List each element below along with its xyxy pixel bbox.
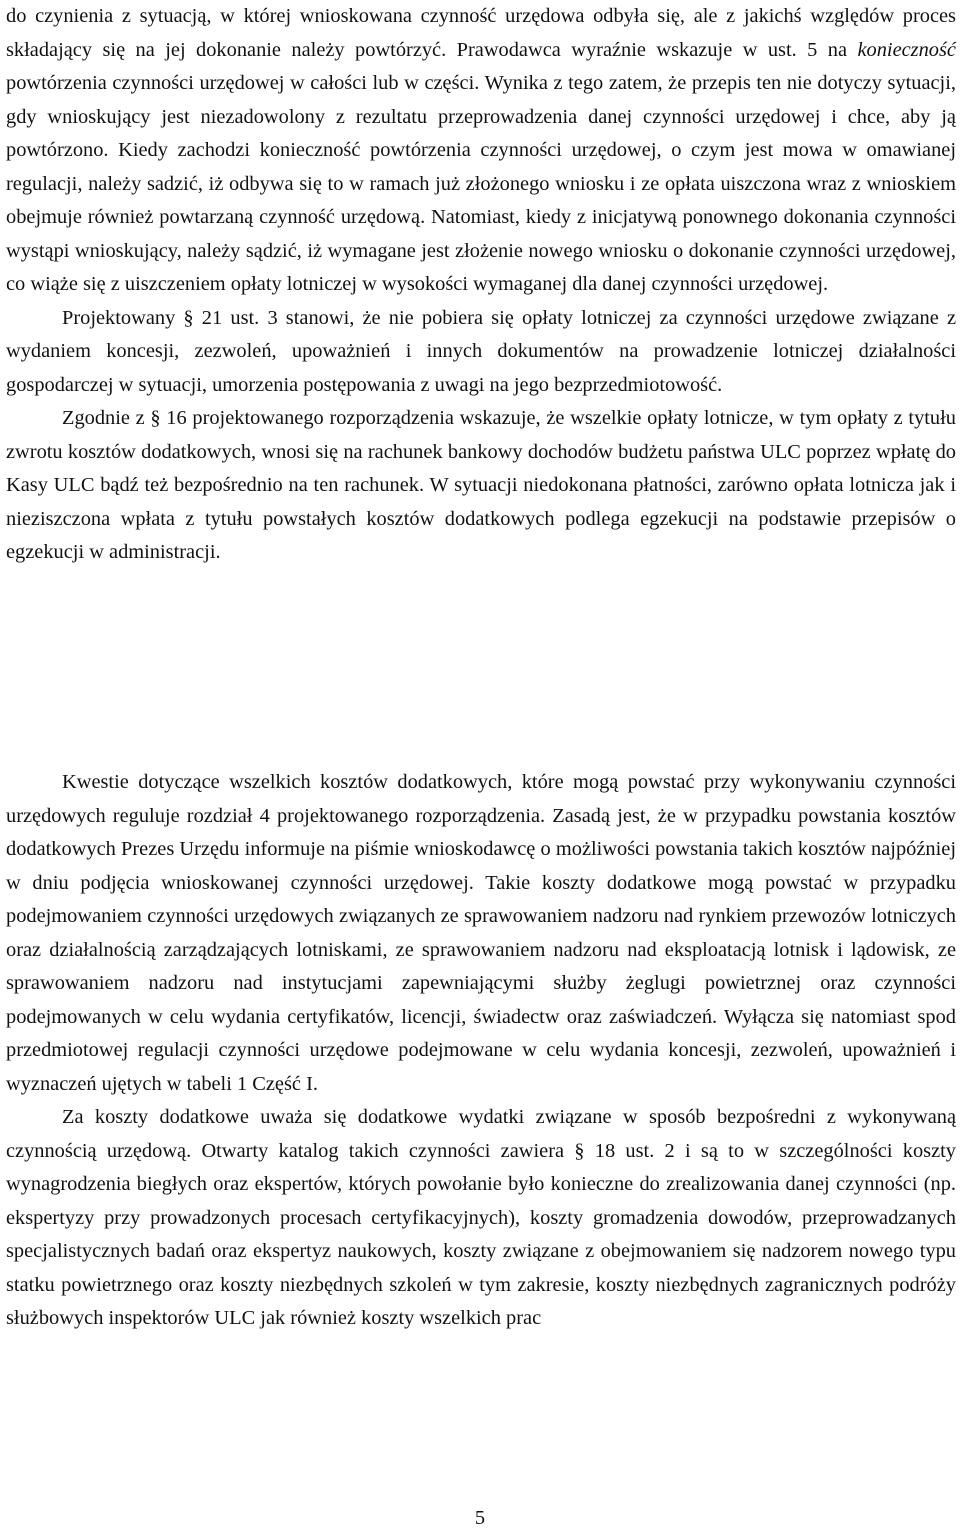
paragraph-text: powtórzenia czynności urzędowej w całości lub w części. Wynika z tego zatem, że przepis ten nie dotyczy sytuacji, gdy wnioskujący jest niezadowolony z rezultatu przeprowadzenia danej czynności urzędowej i chce, aby ją powtórzono. Kiedy zachodzi konieczność powtórzenia czynności urzędowej, o czym jest mowa w omawianej regulacji, należy sadzić, iż odbywa się to w ramach już złożonego wniosku i ze opłata uiszczona wraz z wnioskiem obejmuje również powtarzaną czynność urzędową. Natomiast, kiedy z inicjatywą ponownego dokonania czynności wystąpi wnioskujący, należy sądzić, iż wymagane jest złożenie nowego wniosku o dokonanie czynności urzędowej, co wiąże się z uiszczeniem opłaty lotniczej w wysokości wymaganej dla danej czynności urzędowej. [6,72,956,295]
text-section-bottom [6,766,956,1336]
paragraph-text: do czynienia z sytuacją, w której wnioskowana czynność urzędowa odbyła się, ale z jakichś względów proces składający się na jej dokonanie należy powtórzyć. Prawodawca wyraźnie wskazuje w ust. 5 na [6,5,956,61]
paragraph-cost-definition: Za koszty dodatkowe uważa się dodatkowe wydatki związane w sposób bezpośredni z wykonywaną czynnością urzędową. Otwarty katalog takich czynności zawiera § 18 ust. 2 i są to w szczególności koszty wynagrodzenia biegłych oraz ekspertów, których powołanie było konieczne do zrealizowania danej czynności (np. ekspertyzy przy prowadzonych procesach certyfikacyjnych), koszty gromadzenia dowodów, przeprowadzanych specjalistycznych badań oraz ekspertyz naukowych, koszty związane z obejmowaniem się nadzorem nowego typu statku powietrznego oraz koszty niezbędnych szkoleń w tym zakresie, koszty niezbędnych zagranicznych podróży służbowych inspektorów ULC jak również koszty wszelkich prac [6,1106,956,1329]
paragraph-additional-costs: Kwestie dotyczące wszelkich kosztów dodatkowych, które mogą powstać przy wykonywaniu czynności urzędowych reguluje rozdział 4 projektowanego rozporządzenia. Zasadą jest, że w przypadku powstania kosztów dodatkowych Prezes Urzędu informuje na piśmie wnioskodawcę o możliwości powstania takich kosztów najpóźniej w dniu podjęcia wnioskowanej czynności urzędowej. Takie koszty dodatkowe mogą powstać w przypadku podejmowaniem czynności urzędowych związanych ze sprawowaniem nadzoru nad rynkiem przewozów lotniczych oraz działalnością zarządzających lotniskami, ze sprawowaniem nadzoru nad eksploatacją lotnisk i lądowisk, ze sprawowaniem nadzoru nad instytucjami zapewniającymi służby żeglugi powietrznej oraz czynności podejmowanych w celu wydania certyfikatów, licencji, świadectw oraz zaświadczeń. Wyłącza się natomiast spod przedmiotowej regulacji czynności urzędowe podejmowane w celu wydania koncesji, zezwoleń, upoważnień i wyznaczeń ujętych w tabeli 1 Część I. [6,771,956,1095]
paragraph-art-21: Projektowany § 21 ust. 3 stanowi, że nie pobiera się opłaty lotniczej za czynności urzędowe związane z wydaniem koncesji, zezwoleń, upoważnień i innych dokumentów na prowadzenie lotniczej działalności gospodarczej w sytuacji, umorzenia postępowania z uwagi na jego bezprzedmiotowość. [6,306,956,396]
emphasized-word: konieczność [857,38,956,61]
page-number: 5 [474,1507,486,1529]
paragraph-continuation [6,0,956,302]
paragraph-art-16: Zgodnie z § 16 projektowanego rozporządzenia wskazuje, że wszelkie opłaty lotnicze, w tym opłaty z tytułu zwrotu kosztów dodatkowych, wnosi się na rachunek bankowy dochodów budżetu państwa ULC poprzez wpłatę do Kasy ULC bądź też bezpośrednio na ten rachunek. W sytuacji niedokonana płatności, zarówno opłata lotnicza jak i nieziszczona wpłata z tytułu powstałych kosztów dodatkowych podlega egzekucji na podstawie przepisów o egzekucji w administracji. [6,407,956,563]
text-section-top [6,0,956,570]
